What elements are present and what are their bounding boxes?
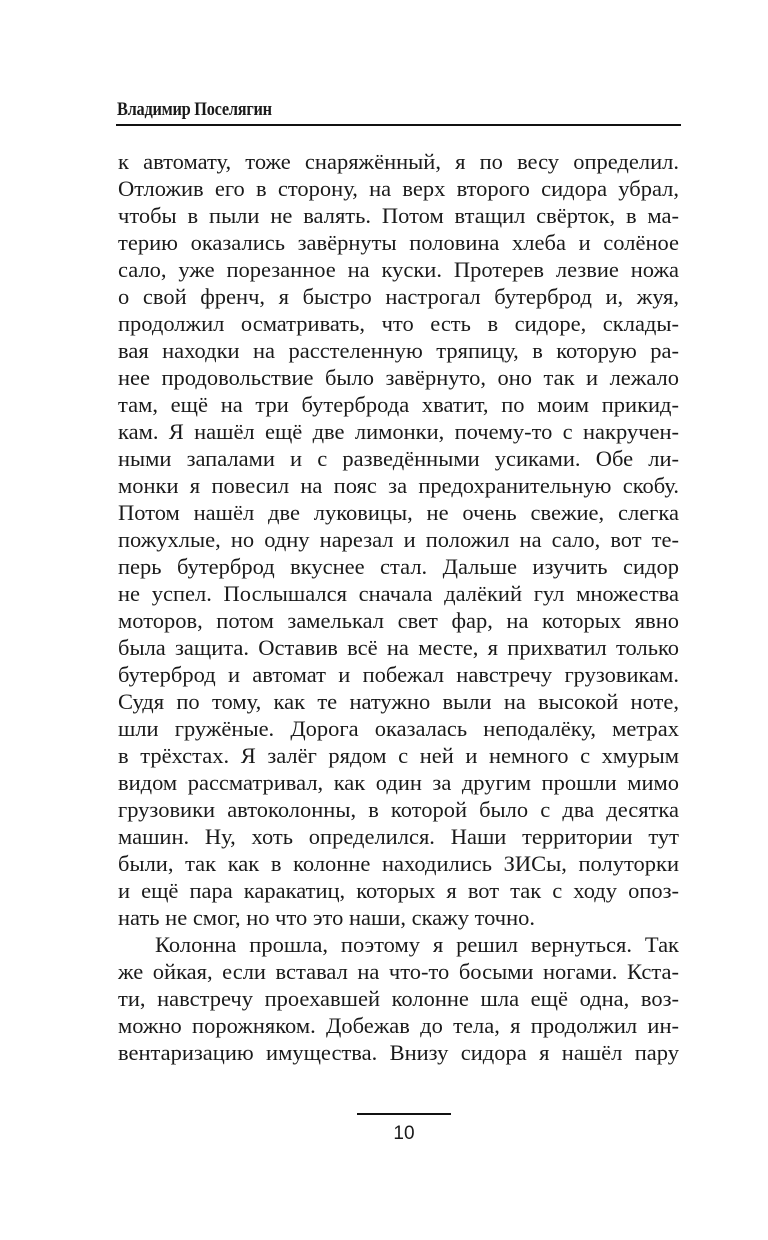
text-line: нее продовольствие было завёрнуто, оно так и лежало [118,365,679,390]
text-line: сало, уже порезанное на куски. Протерев лезвие ножа [118,257,679,282]
text-line: Отложив его в сторону, на верх второго сидора убрал, [118,176,679,201]
text-line: вая находки на расстеленную тряпицу, в которую ра- [118,338,679,363]
text-line: Колонна прошла, поэтому я решил вернуться. Так [155,932,679,957]
text-line: и ещё пара каракатиц, которых я вот так с ходу опоз- [118,878,679,903]
text-line: продолжил осматривать, что есть в сидоре, склады- [118,311,679,336]
text-line: ти, навстречу проехавшей колонне шла ещё одна, воз- [118,986,679,1011]
text-line: была защита. Оставив всё на месте, я прихватил только [118,635,679,660]
text-line: кам. Я нашёл ещё две лимонки, почему-то с накручен- [118,419,679,444]
text-line: чтобы в пыли не валять. Потом втащил свёрток, в ма- [118,203,679,228]
text-line: в трёхстах. Я залёг рядом с ней и немного с хмурым [118,743,679,768]
text-line: нать не смог, но что это наши, скажу точно. [118,905,536,930]
text-line: моторов, потом замелькал свет фар, на которых явно [118,608,679,633]
text-line: к автомату, тоже снаряжённый, я по весу определил. [118,149,679,174]
text-line: же ойкая, если вставал на что-то босыми ногами. Кста- [118,959,679,984]
text-line: вентаризацию имущества. Внизу сидора я нашёл пару [118,1040,679,1065]
text-line: ными запалами и с разведёнными усиками. Обе ли- [118,446,679,471]
text-line: были, так как в колонне находились ЗИСы, полуторки [118,851,679,876]
header-rule [116,124,681,126]
text-line: монки я повесил на пояс за предохранительную скобу. [118,473,679,498]
body-text [118,148,679,1066]
text-line: не успел. Послышался сначала далёкий гул множества [118,581,679,606]
text-line: перь бутерброд вкуснее стал. Дальше изучить сидор [118,554,679,579]
text-line: Потом нашёл две луковицы, не очень свежие, слегка [118,500,679,525]
text-line: Судя по тому, как те натужно выли на высокой ноте, [118,689,679,714]
text-line: о свой френч, я быстро настрогал бутерброд и, жуя, [118,284,679,309]
text-line: видом рассматривал, как один за другим прошли мимо [118,770,679,795]
text-line: терию оказались завёрнуты половина хлеба и солёное [118,230,679,255]
text-line: грузовики автоколонны, в которой было с два десятка [118,797,679,822]
paragraph [118,931,679,1066]
text-line: бутерброд и автомат и побежал навстречу грузовикам. [118,662,679,687]
text-line: пожухлые, но одну нарезал и положил на сало, вот те- [118,527,679,552]
text-line: там, ещё на три бутерброда хватит, по моим прикид- [118,392,679,417]
text-line: можно порожняком. Добежав до тела, я продолжил ин- [118,1013,679,1038]
paragraph [118,148,679,931]
text-line: машин. Ну, хоть определился. Наши территории тут [118,824,679,849]
footer-rule [357,1113,451,1115]
page-number: 10 [393,1123,415,1144]
text-line: шли гружёные. Дорога оказалась неподалёку, метрах [118,716,679,741]
running-header-author: Владимир Поселягин [117,99,272,120]
